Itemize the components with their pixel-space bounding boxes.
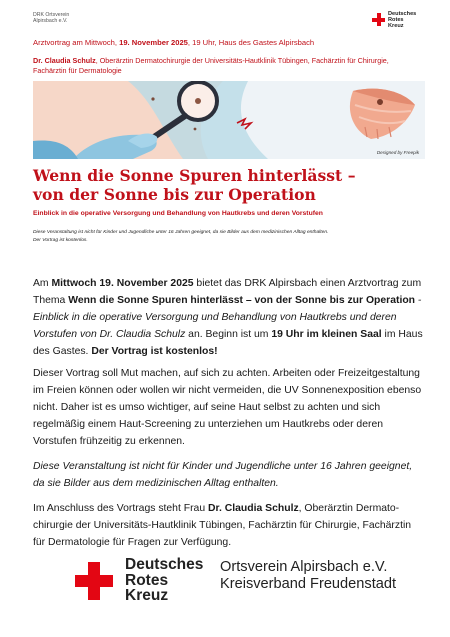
image-credit: Designed by Freepik — [376, 150, 419, 155]
event-info: Arztvortrag am Mittwoch, 19. November 2025, 19 Uhr, Haus des Gastes Alpirsbach — [33, 38, 315, 47]
text-segment: Dr. Claudia Schulz — [208, 503, 299, 514]
text-segment: an. Beginn ist um — [185, 329, 272, 340]
body-paragraph-intro — [33, 275, 425, 360]
ortsverein-name: Ortsverein Alpirsbach e.V. Kreisverband Freudenstadt — [220, 559, 397, 592]
text-segment: Im Anschluss des Vortrags steht Frau — [33, 503, 208, 514]
doctor-magnifier-illustration — [33, 81, 425, 159]
body-text — [33, 275, 425, 559]
text-segment: Wenn die Sonne Spuren hinterlässt – von der Sonne bis zur Operation — [68, 295, 416, 306]
drk-logo-text: Deutsches Rotes Kreuz — [388, 11, 417, 30]
age-note: Diese Veranstaltung ist nicht für Kinder und Jugendliche unter 16 Jahren geeignet, da sie Bilder aus dem medizinischen Alltag enthalten. Der Vortrag ist kostenlos. — [33, 230, 329, 243]
text-segment: , Oberärztin Dermato-chirurgie der Universitäts-Hautklinik Tübingen, Fachärztin für Chirurgie, Fachärztin für Dermatologie für Fragen zur Verfügung. — [33, 503, 412, 548]
subheadline: Einblick in die operative Versorgung und Behandlung von Hautkrebs und deren Vorstufen — [33, 210, 323, 217]
red-cross-icon — [372, 13, 385, 26]
org-name: DRK Ortsverein Alpirsbach e.V. — [33, 12, 70, 25]
text-segment: Mittwoch 19. November 2025 — [51, 278, 194, 289]
body-paragraph-motivation: Dieser Vortrag soll Mut machen, auf sich zu achten. Arbeiten oder Freizeitgestaltung im Freien können oder wollen wir nicht vermeiden, die UV Sonnenexposition ebenso nicht. Daher ist es umso wichtiger, auf seine Haut selbst zu achten und sich regelmäßig einem Haut-Screening zu unterziehen um Hautkrebs oder deren Vorstufen frühzeitig zu erkennen. — [33, 368, 422, 447]
text-segment: im Haus des Gastes. — [33, 329, 423, 357]
body-paragraph-age-warning: Diese Veranstaltung ist nicht für Kinder und Jugendliche unter 16 Jahren geeignet, da sie Bilder aus dem medizinischen Alltag enthalten. — [33, 461, 413, 489]
drk-logo — [372, 10, 424, 32]
drk-name: Deutsches Rotes Kreuz — [125, 556, 204, 604]
text-segment: 19 Uhr im kleinen Saal — [271, 329, 382, 340]
headline: Wenn die Sonne Spuren hinterlässt – von der Sonne bis zur Operation — [33, 166, 356, 204]
speaker-info: Dr. Claudia Schulz, Oberärztin Dermatochirurgie der Universitäts-Hautklinik Tübingen, Fachärztin für Chirurgie, Fachärztin für Dermatologie — [33, 56, 389, 75]
body-paragraph-speaker — [33, 500, 425, 551]
text-segment: Am — [33, 278, 52, 289]
text-segment: Der Vortrag ist kostenlos! — [91, 346, 218, 357]
red-cross-icon — [75, 562, 113, 600]
text-segment: bietet das DRK Alpirsbach einen Arztvortrag zum Thema — [33, 278, 422, 306]
text-segment: - Einblick in die operative Versorgung und Behandlung von Hautkrebs und deren Vorstufen von Dr. Claudia Schulz — [33, 295, 422, 340]
skin-illustration — [33, 81, 425, 159]
